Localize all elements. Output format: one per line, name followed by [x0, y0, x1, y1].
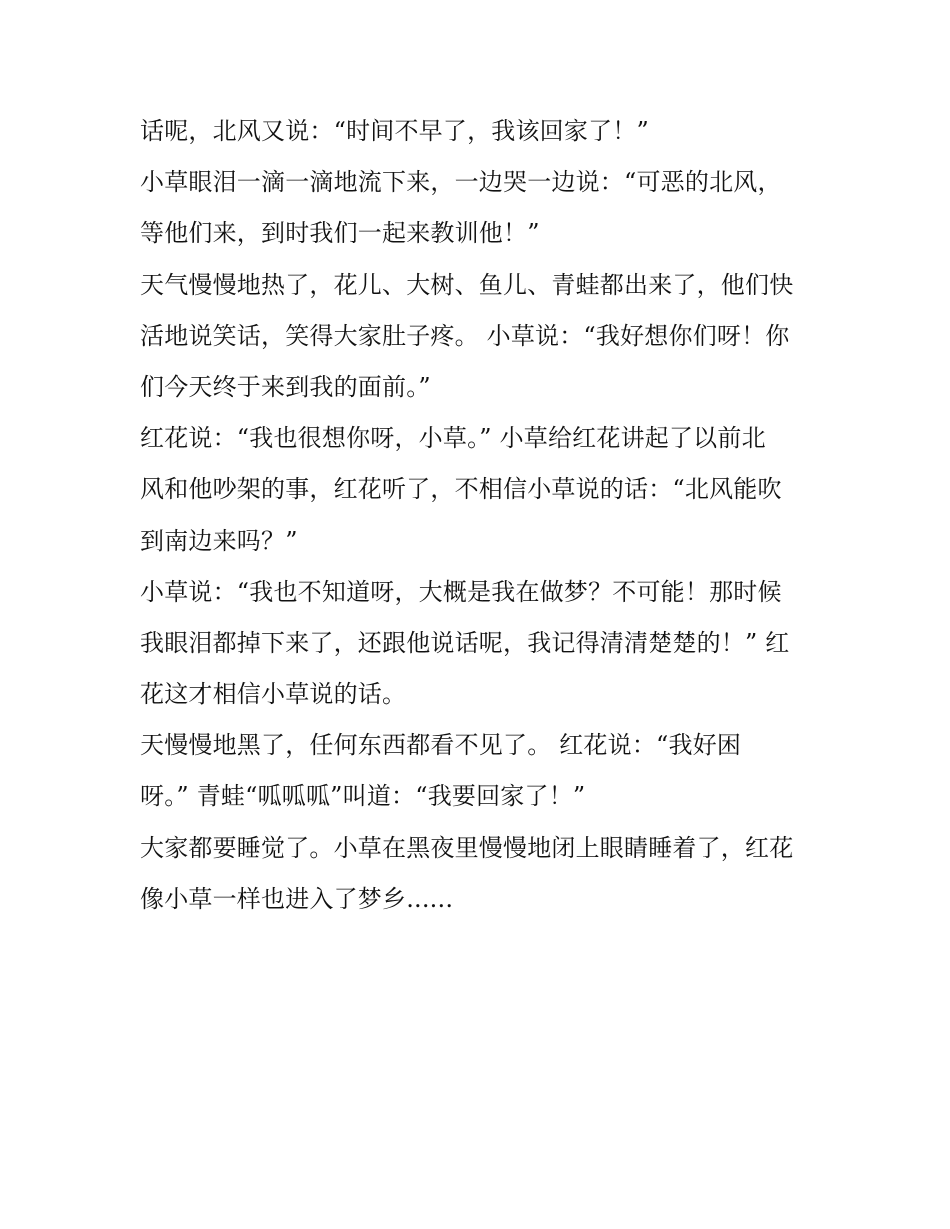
- text-line: 像小草一样也进入了梦乡......: [140, 884, 454, 913]
- text-line: 天气慢慢地热了，花儿、大树、鱼儿、青蛙都出来了，他们快: [140, 270, 794, 299]
- text-line: 话呢，北风又说：“时间不早了，我该回家了！”: [140, 117, 649, 145]
- text-line: 呀。” 青蛙“呱呱呱”叫道：“我要回家了！”: [140, 782, 586, 811]
- text-line: 大家都要睡觉了。小草在黑夜里慢慢地闭上眼睛睡着了，红花: [140, 833, 794, 862]
- text-line: 天慢慢地黑了，任何东西都看不见了。 红花说：“我好困: [140, 731, 742, 760]
- text-line: 等他们来，到时我们一起来教训他！”: [140, 219, 540, 248]
- text-line: 红花说：“我也很想你呀，小草。” 小草给红花讲起了以前北: [140, 424, 766, 453]
- text-line: 我眼泪都掉下来了，还跟他说话呢，我记得清清楚楚的！” 红: [140, 628, 790, 657]
- text-line: 小草说：“我也不知道呀，大概是我在做梦？不可能！那时候: [140, 577, 782, 606]
- story-text: [140, 106, 840, 925]
- text-line: 到南边来吗？”: [140, 526, 298, 555]
- text-line: 活地说笑话，笑得大家肚子疼。 小草说：“我好想你们呀！你: [140, 321, 790, 350]
- text-line: 风和他吵架的事，红花听了，不相信小草说的话：“北风能吹: [140, 475, 782, 504]
- text-line: 们今天终于来到我的面前。”: [140, 372, 431, 401]
- text-line: 花这才相信小草说的话。: [140, 680, 407, 709]
- text-line: 小草眼泪一滴一滴地流下来，一边哭一边说：“可恶的北风，: [140, 168, 782, 197]
